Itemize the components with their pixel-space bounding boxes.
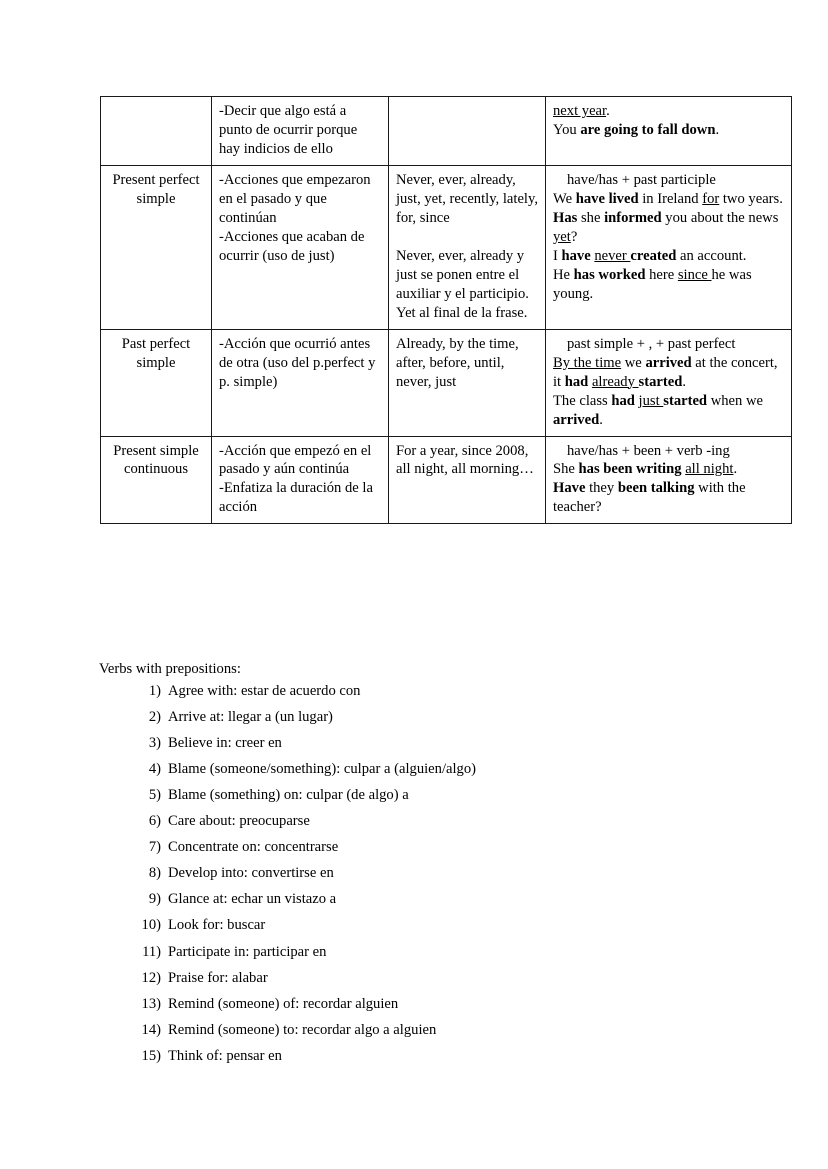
cell-tense-name: Present perfect simple	[101, 165, 212, 329]
example-text: an account.	[676, 247, 747, 264]
example-bold: have	[561, 247, 591, 264]
cell-tense-name: Past perfect simple	[101, 329, 212, 436]
list-item-label: Believe in: creer en	[168, 734, 282, 751]
example-text: .	[606, 103, 610, 119]
example-bold: been talking	[617, 480, 695, 497]
example-text: .	[733, 461, 738, 478]
list-item	[99, 892, 759, 907]
example-text: We	[553, 190, 576, 207]
list-item-number: 9)	[148, 891, 161, 908]
prepositions-list	[99, 684, 759, 1064]
list-item-number: 13)	[141, 995, 161, 1012]
uses-text: -Acciones que acaban de ocurrir (uso de just)	[219, 228, 365, 264]
list-item	[99, 710, 759, 725]
tense-formula: have/has + past participle	[567, 171, 716, 188]
section-heading: Verbs with prepositions:	[99, 661, 241, 677]
list-item-number: 15)	[141, 1047, 161, 1064]
list-item	[99, 997, 759, 1012]
example-text: .	[715, 121, 720, 138]
list-item-label: Blame (something) on: culpar (de algo) a	[168, 786, 409, 803]
example-text: two years.	[719, 190, 783, 207]
list-item	[99, 840, 759, 855]
example-text: in Ireland	[638, 190, 703, 207]
cell-examples	[546, 165, 792, 329]
example-sentence	[553, 121, 784, 140]
cell-examples	[546, 329, 792, 436]
list-item-number: 3)	[148, 734, 161, 751]
example-sentence	[553, 479, 784, 517]
cell-uses	[212, 97, 389, 166]
list-item-label: Participate in: participar en	[168, 943, 327, 960]
list-item-label: Remind (someone) to: recordar algo a alguien	[168, 1021, 437, 1038]
example-bold: have lived	[575, 190, 639, 207]
example-underline: for	[702, 190, 720, 207]
table-row	[101, 436, 792, 524]
example-text: with the teacher?	[553, 480, 746, 516]
uses-text: -Acción que empezó en el pasado y aún continúa	[219, 442, 372, 478]
cell-uses	[212, 329, 389, 436]
list-item-number: 8)	[148, 865, 161, 882]
example-text: ?	[570, 228, 578, 245]
example-text: at the concert, it	[553, 354, 778, 390]
list-item	[99, 684, 759, 699]
list-item	[99, 762, 759, 777]
cell-tense-name	[101, 97, 212, 166]
list-item-label: Care about: preocuparse	[168, 813, 310, 830]
example-bold: had	[611, 392, 635, 409]
list-item-label: Arrive at: llegar a (un lugar)	[168, 708, 333, 725]
example-bold: has been writing	[578, 461, 682, 478]
table-row	[101, 165, 792, 329]
example-sentence	[553, 209, 784, 247]
uses-text: -Enfatiza la duración de la acción	[219, 480, 373, 516]
example-underline: never	[594, 247, 631, 264]
spacer	[396, 228, 538, 247]
list-item	[99, 1049, 759, 1064]
uses-text: -Acciones que empezaron en el pasado y que continúan	[219, 171, 371, 226]
list-item-label: Praise for: alabar	[168, 969, 268, 986]
tense-formula: past simple + , + past perfect	[567, 335, 736, 352]
tenses-table	[100, 96, 792, 524]
markers-note: Never, ever, already y just se ponen entre el auxiliar y el participio. Yet al final de la frase.	[396, 247, 529, 321]
list-item	[99, 814, 759, 829]
list-item	[99, 971, 759, 986]
example-text: I	[553, 247, 562, 264]
example-text: you about the news	[661, 209, 779, 226]
uses-text: -Acción que ocurrió antes de otra (uso del p.perfect y p. simple)	[219, 335, 376, 390]
cell-time-markers	[389, 165, 546, 329]
prepositions-section	[99, 662, 759, 1075]
example-text: here	[645, 266, 678, 283]
list-item	[99, 866, 759, 881]
list-item	[99, 788, 759, 803]
list-item-number: 12)	[141, 969, 161, 986]
example-bold: had	[564, 373, 589, 390]
example-text: .	[682, 373, 686, 390]
example-bold: started	[663, 392, 708, 409]
example-text: He	[553, 266, 574, 283]
list-item-number: 4)	[148, 760, 161, 777]
list-item-label: Concentrate on: concentrarse	[168, 839, 339, 856]
example-bold: are going to fall down	[580, 121, 716, 138]
list-item-number: 5)	[148, 786, 161, 803]
example-sentence	[553, 266, 784, 304]
example-bold: started	[638, 373, 683, 390]
example-sentence	[553, 190, 784, 209]
list-item	[99, 1023, 759, 1038]
cell-examples	[546, 97, 792, 166]
example-bold: has worked	[573, 266, 646, 283]
example-sentence	[553, 102, 784, 121]
markers-text: Never, ever, already, just, yet, recently, lately, for, since	[396, 171, 538, 226]
cell-time-markers: Already, by the time, after, before, until, never, just	[389, 329, 546, 436]
example-bold: created	[630, 247, 677, 264]
example-bold: arrived	[645, 354, 692, 371]
example-text: we	[621, 354, 646, 371]
example-underline: since	[677, 266, 712, 283]
example-underline: all night	[685, 461, 734, 478]
list-item	[99, 918, 759, 933]
list-item-label: Agree with: estar de acuerdo con	[168, 682, 361, 699]
example-sentence	[553, 354, 784, 392]
tense-formula: have/has + been + verb -ing	[567, 442, 730, 459]
example-underline: By the time	[553, 354, 622, 371]
example-sentence	[553, 460, 784, 479]
list-item-label: Look for: buscar	[168, 917, 266, 934]
list-item-number: 14)	[141, 1021, 161, 1038]
list-item-number: 6)	[148, 813, 161, 830]
example-text: She	[553, 461, 579, 478]
cell-examples	[546, 436, 792, 524]
list-item-number: 1)	[148, 682, 161, 699]
list-item-number: 11)	[142, 943, 161, 960]
example-bold: informed	[604, 209, 662, 226]
example-text: they	[585, 480, 618, 497]
table-row	[101, 329, 792, 436]
example-sentence	[553, 247, 784, 266]
list-item-number: 7)	[148, 839, 161, 856]
example-text: You	[553, 121, 581, 138]
uses-text: -Decir que algo está a punto de ocurrir porque hay indicios de ello	[219, 103, 358, 157]
example-bold: arrived	[553, 411, 600, 428]
cell-time-markers: For a year, since 2008, all night, all morning…	[389, 436, 546, 524]
list-item-number: 10)	[141, 917, 161, 934]
example-underline: just	[638, 392, 664, 409]
example-text: The class	[553, 392, 612, 409]
example-underline: already	[591, 373, 639, 390]
cell-time-markers	[389, 97, 546, 166]
table-row	[101, 97, 792, 166]
list-item	[99, 736, 759, 751]
example-text: .	[599, 411, 603, 428]
cell-tense-name: Present simple continuous	[101, 436, 212, 524]
example-bold: Have	[553, 480, 586, 497]
cell-uses	[212, 436, 389, 524]
example-underline: next year	[553, 103, 607, 119]
list-item-label: Develop into: convertirse en	[168, 865, 334, 882]
example-text: she	[577, 209, 605, 226]
example-text: when we	[707, 392, 763, 409]
cell-uses	[212, 165, 389, 329]
example-bold: Has	[553, 209, 578, 226]
list-item-number: 2)	[148, 708, 161, 725]
list-item-label: Glance at: echar un vistazo a	[168, 891, 337, 908]
list-item-label: Think of: pensar en	[168, 1047, 282, 1064]
list-item	[99, 945, 759, 960]
example-sentence	[553, 392, 784, 430]
list-item-label: Blame (someone/something): culpar a (alguien/algo)	[168, 760, 476, 777]
example-text: he was young.	[553, 266, 752, 302]
example-underline: yet	[553, 228, 571, 245]
list-item-label: Remind (someone) of: recordar alguien	[168, 995, 399, 1012]
